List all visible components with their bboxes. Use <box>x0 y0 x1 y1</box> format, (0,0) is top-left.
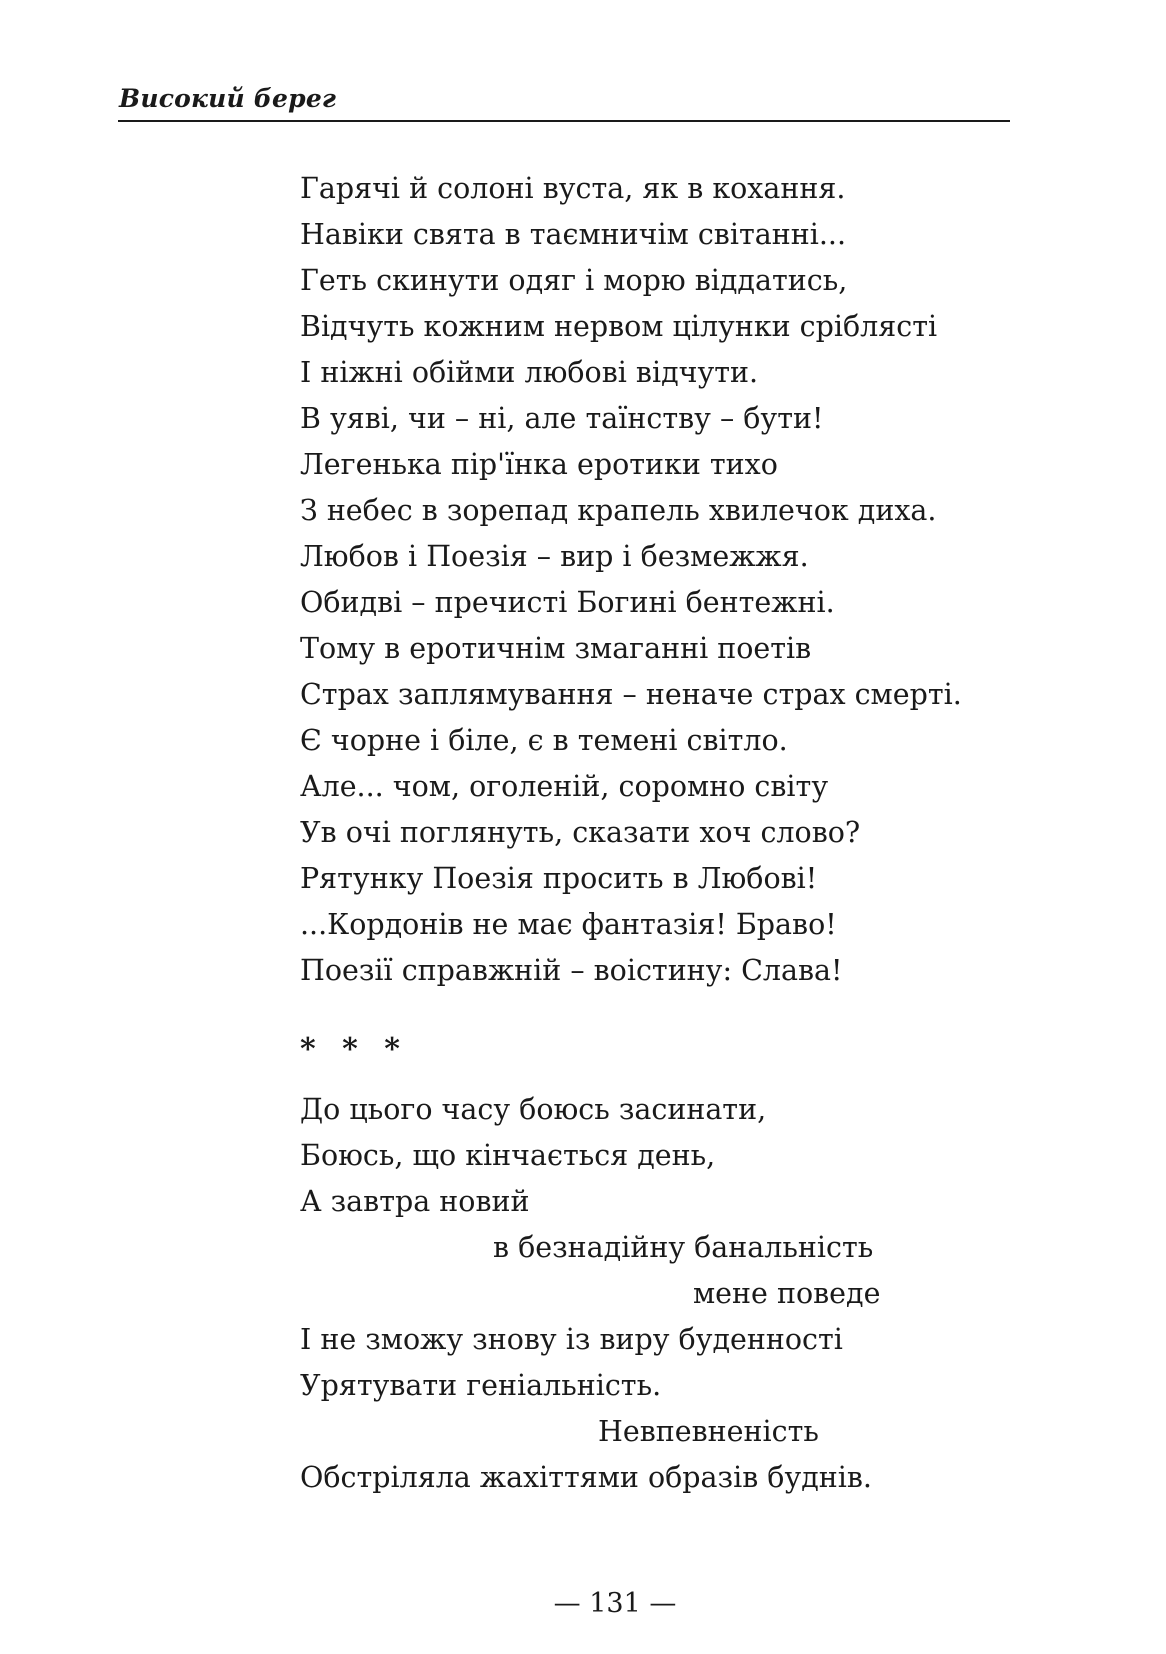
poem-line: Урятувати геніальність. <box>300 1369 662 1402</box>
header-rule <box>118 120 1010 122</box>
poem-line-indented: в безнадійну банальність <box>493 1231 874 1264</box>
poem-line: Обидві – пречисті Богині бентежні. <box>300 586 835 619</box>
poem-line: Страх заплямування – неначе страх смерті. <box>300 678 962 711</box>
poem-line: Навіки свята в таємничім світанні... <box>300 218 847 251</box>
poem-verse <box>300 1087 880 1501</box>
poem-line: ...Кордонів не має фантазія! Браво! <box>300 908 837 941</box>
poem-line-indented: мене поведе <box>693 1277 881 1310</box>
poem-line: А завтра новий <box>300 1185 530 1218</box>
poem-line: Обстріляла жахіттями образів буднів. <box>300 1461 872 1494</box>
running-title: Високий берег <box>119 84 337 113</box>
poem-line: До цього часу боюсь засинати, <box>300 1093 767 1126</box>
poem-line-indented: Невпевненість <box>598 1415 819 1448</box>
poem-line: Гарячі й солоні вуста, як в кохання. <box>300 172 846 205</box>
poem-line: Ув очі поглянуть, сказати хоч слово? <box>300 816 861 849</box>
poem-line: Боюсь, що кінчається день, <box>300 1139 716 1172</box>
poem-line: Є чорне і біле, є в темені світло. <box>300 724 788 757</box>
poem-line: Любов і Поезія – вир і безмежжя. <box>300 540 809 573</box>
poem-line: Геть скинути одяг і морю віддатись, <box>300 264 848 297</box>
poem-line: Поезії справжній – воістину: Слава! <box>300 954 843 987</box>
poem-line: Легенька пір'їнка еротики тихо <box>300 448 778 481</box>
poem-line: В уяві, чи – ні, але таїнству – бути! <box>300 402 824 435</box>
poem-line: Рятунку Поезія просить в Любові! <box>300 862 818 895</box>
poem-line: І ніжні обійми любові відчути. <box>300 356 759 389</box>
poem-line: Тому в еротичнім змаганні поетів <box>300 632 812 665</box>
section-separator: * * * <box>300 1032 408 1067</box>
poem-line: Відчуть кожним нервом цілунки сріблясті <box>300 310 938 343</box>
poem-verse <box>300 166 962 994</box>
poem-line: І не зможу знову із виру буденності <box>300 1323 843 1356</box>
page-number: — 131 — <box>553 1588 677 1619</box>
poem-line: Але... чом, оголеній, соромно світу <box>300 770 829 803</box>
poem-line: З небес в зорепад крапель хвилечок диха. <box>300 494 937 527</box>
